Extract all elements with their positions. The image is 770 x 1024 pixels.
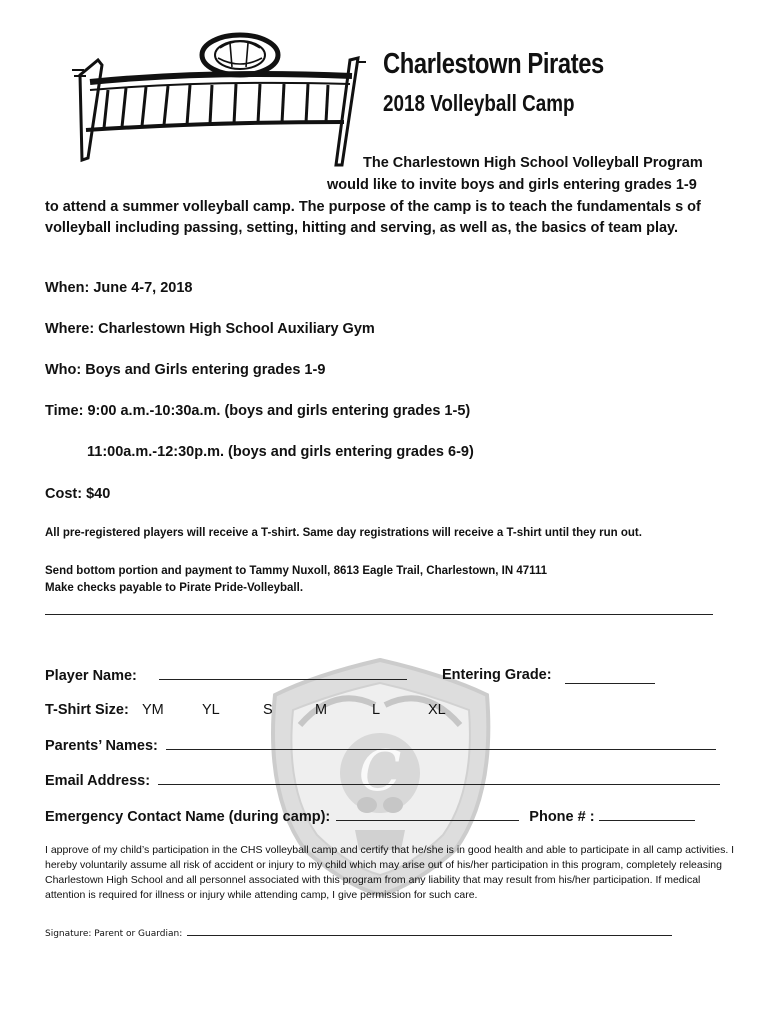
entering-grade-label: Entering Grade: xyxy=(442,667,552,683)
emergency-row xyxy=(45,808,735,828)
signature-label: Signature: Parent or Guardian: xyxy=(45,929,183,939)
email-field[interactable] xyxy=(158,772,720,785)
parents-row xyxy=(45,737,725,754)
emergency-contact-field[interactable] xyxy=(336,808,519,821)
liability-disclaimer: I approve of my child’s participation in the CHS volleyball camp and certify that he/she is in good health and able to participate in all camp activities. I hereby voluntarily assume all risk of accident or injury to my child which may arise out of his/her participation in this program, completely releasing Charlestown High School and all personnel associated with this program from any liability that may result from his/her participation. If medical attention is required for illness or injury while attending camp, I give permission for such care. xyxy=(45,844,735,901)
parents-names-label: Parents’ Names: xyxy=(45,738,158,754)
parents-names-field[interactable] xyxy=(166,737,716,750)
size-option-m[interactable]: M xyxy=(315,702,328,718)
send-instructions: Send bottom portion and payment to Tammy Nuxoll, 8613 Eagle Trail, Charlestown, IN 47111 xyxy=(45,565,548,577)
signature-field[interactable] xyxy=(187,927,672,936)
player-name-label: Player Name: xyxy=(45,668,137,684)
email-row xyxy=(45,772,725,789)
tshirt-size-label: T-Shirt Size: xyxy=(45,702,129,718)
intro-paragraph: to attend a summer volleyball camp. The purpose of the camp is to teach the fundamentals s of volleyball including passing, setting, hitting and serving, as well as, the basics of team play. xyxy=(45,199,701,236)
player-row xyxy=(45,667,735,687)
camp-where: Where: Charlestown High School Auxiliary Gym xyxy=(45,321,375,337)
watermark-letter: C xyxy=(358,739,402,804)
camp-who: Who: Boys and Girls entering grades 1-9 xyxy=(45,362,326,378)
camp-time-1: Time: 9:00 a.m.-10:30a.m. (boys and girls entering grades 1-5) xyxy=(45,403,471,419)
camp-when: When: June 4-7, 2018 xyxy=(45,280,193,296)
size-option-xl[interactable]: XL xyxy=(428,702,446,718)
camp-time-2: 11:00a.m.-12:30p.m. (boys and girls entering grades 6-9) xyxy=(87,444,474,460)
page-title: Charlestown Pirates xyxy=(383,48,604,80)
intro-line-1: The Charlestown High School Volleyball Program xyxy=(363,155,703,171)
emergency-contact-label: Emergency Contact Name (during camp): xyxy=(45,809,331,825)
volleyball-net-illustration xyxy=(60,30,380,180)
camp-cost: Cost: $40 xyxy=(45,486,111,502)
player-name-field[interactable] xyxy=(159,667,407,680)
check-instructions: Make checks payable to Pirate Pride-Volleyball. xyxy=(45,582,304,594)
intro-line-2: would like to invite boys and girls entering grades 1-9 xyxy=(327,177,697,193)
signature-row xyxy=(45,927,672,939)
phone-field[interactable] xyxy=(599,808,695,821)
tshirt-size-row xyxy=(45,702,735,722)
entering-grade-field[interactable] xyxy=(565,671,655,684)
size-option-ym[interactable]: YM xyxy=(142,702,164,718)
size-option-s[interactable]: S xyxy=(263,702,273,718)
size-option-yl[interactable]: YL xyxy=(202,702,220,718)
cut-line-divider xyxy=(45,614,713,615)
phone-label: Phone # : xyxy=(529,809,595,825)
page-subtitle: 2018 Volleyball Camp xyxy=(383,90,575,116)
email-label: Email Address: xyxy=(45,773,151,789)
size-option-l[interactable]: L xyxy=(372,702,381,718)
tshirt-note: All pre-registered players will receive a T-shirt. Same day registrations will receive a T-shirt until they run out. xyxy=(45,527,642,539)
